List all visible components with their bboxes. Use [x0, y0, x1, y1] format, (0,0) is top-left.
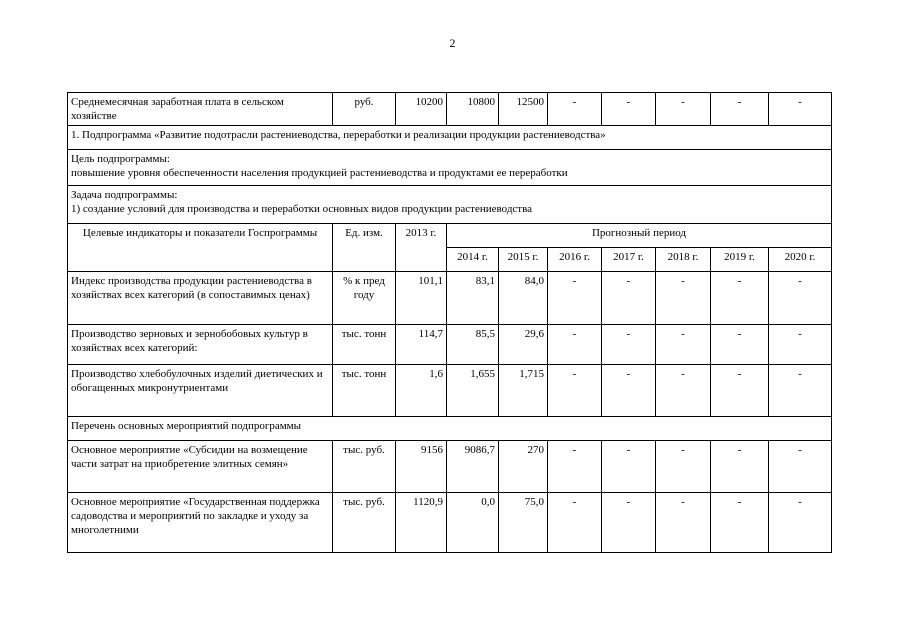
- value-2017: -: [602, 365, 656, 417]
- value-2017: -: [602, 325, 656, 365]
- value-2019: -: [711, 325, 769, 365]
- value-2016: -: [548, 93, 602, 126]
- value-2015: 29,6: [499, 325, 548, 365]
- value-2020: -: [769, 93, 832, 126]
- program-indicators-table: [67, 92, 832, 553]
- unit-cell: тыс. тонн: [333, 325, 396, 365]
- table-row: [68, 150, 832, 186]
- value-2015: 75,0: [499, 493, 548, 553]
- table-header-row: [68, 224, 832, 248]
- value-2017: -: [602, 93, 656, 126]
- table-row: [68, 186, 832, 224]
- value-2017: -: [602, 272, 656, 325]
- value-2017: -: [602, 441, 656, 493]
- value-2015: 84,0: [499, 272, 548, 325]
- value-2016: -: [548, 272, 602, 325]
- table-row: [68, 325, 832, 365]
- value-2015: 12500: [499, 93, 548, 126]
- value-2017: -: [602, 493, 656, 553]
- task-label: Задача подпрограммы:: [71, 189, 178, 201]
- value-2013: 101,1: [396, 272, 447, 325]
- header-year: 2017 г.: [602, 248, 656, 272]
- table-row: [68, 493, 832, 553]
- table-row: [68, 126, 832, 150]
- table-row: [68, 272, 832, 325]
- value-2015: 270: [499, 441, 548, 493]
- measure-name: Основное мероприятие «Субсидии на возмещение части затрат на приобретение элитных семян»: [68, 441, 333, 493]
- value-2020: -: [769, 365, 832, 417]
- value-2018: -: [656, 272, 711, 325]
- header-year: 2014 г.: [447, 248, 499, 272]
- value-2018: -: [656, 493, 711, 553]
- value-2019: -: [711, 441, 769, 493]
- value-2018: -: [656, 441, 711, 493]
- header-year: 2020 г.: [769, 248, 832, 272]
- value-2014: 10800: [447, 93, 499, 126]
- value-2013: 1,6: [396, 365, 447, 417]
- value-2019: -: [711, 272, 769, 325]
- measure-name: Основное мероприятие «Государственная поддержка садоводства и мероприятий по закладке и уходу за многолетними: [68, 493, 333, 553]
- task-text: 1) создание условий для производства и переработки основных видов продукции растениеводства: [71, 203, 533, 215]
- value-2020: -: [769, 441, 832, 493]
- header-forecast: Прогнозный период: [447, 224, 832, 248]
- value-2014: 83,1: [447, 272, 499, 325]
- value-2018: -: [656, 325, 711, 365]
- page-bottom-margin: [0, 562, 905, 640]
- header-indicators: Целевые индикаторы и показатели Госпрограммы: [68, 224, 333, 272]
- subprogram-goal: [68, 150, 832, 186]
- header-year: 2018 г.: [656, 248, 711, 272]
- subprogram-task: [68, 186, 832, 224]
- value-2018: -: [656, 365, 711, 417]
- indicator-name: Производство зерновых и зернобобовых культур в хозяйствах всех категорий:: [68, 325, 333, 365]
- value-2015: 1,715: [499, 365, 548, 417]
- value-2013: 10200: [396, 93, 447, 126]
- table-row: [68, 93, 832, 126]
- header-base-year: 2013 г.: [396, 224, 447, 272]
- value-2014: 0,0: [447, 493, 499, 553]
- unit-cell: тыс. тонн: [333, 365, 396, 417]
- indicator-name: Индекс производства продукции растениеводства в хозяйствах всех категорий (в сопоставимых ценах): [68, 272, 333, 325]
- subprogram-title: 1. Подпрограмма «Развитие подотрасли растениеводства, переработки и реализации продукции растениеводства»: [68, 126, 832, 150]
- goal-text: повышение уровня обеспеченности населения продукцией растениеводства и продуктами ее переработки: [71, 167, 568, 179]
- value-2013: 1120,9: [396, 493, 447, 553]
- header-year: 2015 г.: [499, 248, 548, 272]
- unit-cell: руб.: [333, 93, 396, 126]
- value-2016: -: [548, 493, 602, 553]
- table-row: [68, 417, 832, 441]
- unit-cell: % к пред году: [333, 272, 396, 325]
- value-2016: -: [548, 325, 602, 365]
- value-2016: -: [548, 441, 602, 493]
- value-2018: -: [656, 93, 711, 126]
- value-2019: -: [711, 365, 769, 417]
- value-2020: -: [769, 272, 832, 325]
- page-number: 2: [449, 36, 456, 50]
- measures-title: Перечень основных мероприятий подпрограммы: [68, 417, 832, 441]
- value-2014: 1,655: [447, 365, 499, 417]
- unit-cell: тыс. руб.: [333, 493, 396, 553]
- value-2013: 9156: [396, 441, 447, 493]
- indicator-name: Производство хлебобулочных изделий диетических и обогащенных микронутриентами: [68, 365, 333, 417]
- value-2020: -: [769, 325, 832, 365]
- header-year: 2019 г.: [711, 248, 769, 272]
- goal-label: Цель подпрограммы:: [71, 153, 170, 165]
- table-row: [68, 365, 832, 417]
- value-2016: -: [548, 365, 602, 417]
- value-2014: 9086,7: [447, 441, 499, 493]
- table-row: [68, 441, 832, 493]
- header-unit: Ед. изм.: [333, 224, 396, 272]
- value-2019: -: [711, 493, 769, 553]
- unit-cell: тыс. руб.: [333, 441, 396, 493]
- value-2013: 114,7: [396, 325, 447, 365]
- header-year: 2016 г.: [548, 248, 602, 272]
- value-2019: -: [711, 93, 769, 126]
- value-2020: -: [769, 493, 832, 553]
- value-2014: 85,5: [447, 325, 499, 365]
- indicator-name: Среднемесячная заработная плата в сельском хозяйстве: [68, 93, 333, 126]
